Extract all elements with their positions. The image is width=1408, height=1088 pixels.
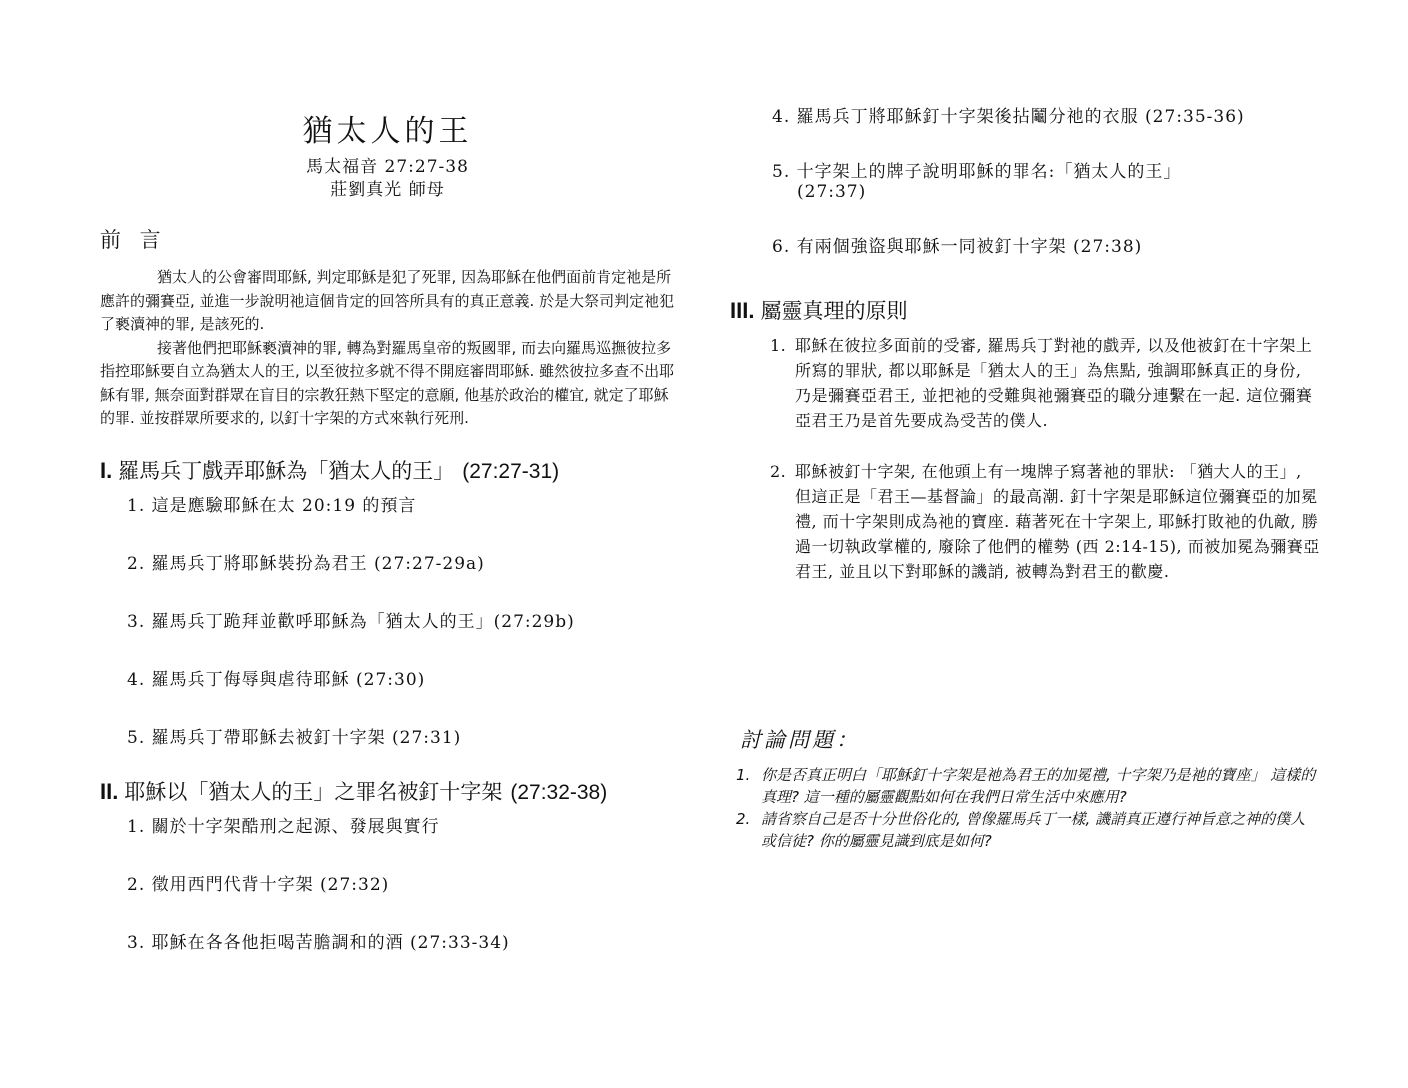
outline-point-text: 5. 十字架上的牌子說明耶穌的罪名:「猶太人的王」 — [772, 162, 1182, 182]
question-text: 請省察自己是否十分世俗化的, 曾像羅馬兵丁一樣, 譏誚真正遵行神旨意之神的僕人或信徒? 你的屬靈見識到底是如何? — [761, 810, 1306, 850]
section-3-heading — [730, 295, 1320, 325]
principle-text: 耶穌被釘十字架, 在他頭上有一塊牌子寫著祂的罪狀: 「猶大人的王」, 但這正是「君王—基督論」的最高潮. 釘十字架是耶穌這位彌賽亞的加冕禮, 而十字架則成為祂的寶座. 藉著死在十字架上, 耶穌打敗祂的仇敵, 勝過一切執政掌權的, 廢除了他們的權勢 (西 2:14-15), 而被加冕為彌賽亞君王, 並且以下對耶穌的譏誚, 被轉為對君王的歡慶. — [795, 462, 1320, 581]
section-ref: (27:27-31) — [462, 459, 560, 483]
outline-point-ref: (27:37) — [797, 182, 867, 202]
section-number: II. — [100, 778, 119, 804]
outline-point: 4. 羅馬兵丁將耶穌釘十字架後拈鬮分祂的衣服 (27:35-36) — [772, 107, 1245, 127]
section-number: I. — [100, 457, 113, 483]
outline-point: 6. 有兩個強盜與耶穌一同被釘十字架 (27:38) — [772, 237, 1143, 257]
author: 莊劉真光 師母 — [330, 180, 445, 200]
outline-point: 1. 這是應驗耶穌在太 20:19 的預言 — [127, 495, 417, 516]
right-column — [730, 100, 1320, 852]
outline-point: 5. 羅馬兵丁帶耶穌去被釘十字架 (27:31) — [127, 727, 462, 748]
principle-number: 2. — [770, 462, 787, 481]
outline-point: 4. 羅馬兵丁侮辱與虐待耶穌 (27:30) — [127, 669, 426, 690]
discussion-question — [736, 764, 1320, 808]
section-2-heading — [100, 776, 675, 806]
discussion-heading: 討論問題： — [740, 728, 860, 752]
section-ref: (27:32-38) — [510, 780, 608, 804]
section-number: III. — [730, 298, 755, 323]
principle-item — [770, 459, 1320, 584]
left-column — [100, 100, 675, 953]
outline-point — [772, 157, 1320, 202]
outline-point: 1. 關於十字架酷刑之起源、發展與實行 — [127, 816, 440, 837]
page-title: 猶太人的王 — [302, 114, 473, 149]
question-text: 你是否真正明白「耶穌釘十字架是祂為君王的加冕禮, 十字架乃是祂的寶座」 這樣的真理? 這一種的屬靈觀點如何在我們日常生活中來應用? — [761, 766, 1316, 806]
intro-paragraph: 猶太人的公會審問耶穌, 判定耶穌是犯了死罪, 因為耶穌在他們面前肯定祂是所應許的彌賽亞, 並進一步說明祂這個肯定的回答所具有的真正意義. 於是大祭司判定祂犯了褻瀆神的罪, 是該死的. — [100, 268, 675, 333]
intro-heading: 前 言 — [100, 228, 167, 252]
outline-point: 3. 耶穌在各各他拒喝苦膽調和的酒 (27:33-34) — [127, 932, 510, 953]
principle-item — [770, 333, 1320, 433]
section-title: 屬靈真理的原則 — [760, 299, 908, 323]
intro-paragraph: 接著他們把耶穌褻瀆神的罪, 轉為對羅馬皇帝的叛國罪, 而去向羅馬巡撫彼拉多指控耶穌要自立為猶太人的王, 以至彼拉多就不得不開庭審問耶穌. 雖然彼拉多查不出耶穌有罪, 無奈面對群眾在盲目的宗教狂熱下堅定的意願, 他基於政治的權宜, 就定了耶穌的罪. 並按群眾所要求的, 以釘十字架的方式來執行死刑. — [100, 338, 675, 427]
section-1-heading — [100, 455, 675, 485]
outline-point: 2. 羅馬兵丁將耶穌裝扮為君王 (27:27-29a) — [127, 553, 485, 574]
outline-point: 2. 徵用西門代背十字架 (27:32) — [127, 874, 390, 895]
section-title: 羅馬兵丁戲弄耶穌為「猶太人的王」 — [118, 458, 455, 483]
discussion-question — [736, 808, 1320, 852]
principle-text: 耶穌在彼拉多面前的受審, 羅馬兵丁對祂的戲弄, 以及他被釘在十字架上所寫的罪狀, 都以耶穌是「猶太人的王」為焦點, 強調耶穌真正的身份, 乃是彌賽亞君王, 並把祂的受難與祂彌賽亞的職分連繫在一起. 這位彌賽亞君王乃是首先要成為受苦的僕人. — [795, 336, 1313, 430]
question-number: 2. — [736, 810, 751, 828]
scripture-reference: 馬太福音 27:27-38 — [306, 157, 469, 177]
outline-point: 3. 羅馬兵丁跪拜並歡呼耶穌為「猶太人的王」(27:29b) — [127, 611, 575, 632]
question-number: 1. — [736, 766, 751, 784]
section-title: 耶穌以「猶太人的王」之罪名被釘十字架 — [124, 779, 503, 804]
principle-number: 1. — [770, 336, 787, 355]
